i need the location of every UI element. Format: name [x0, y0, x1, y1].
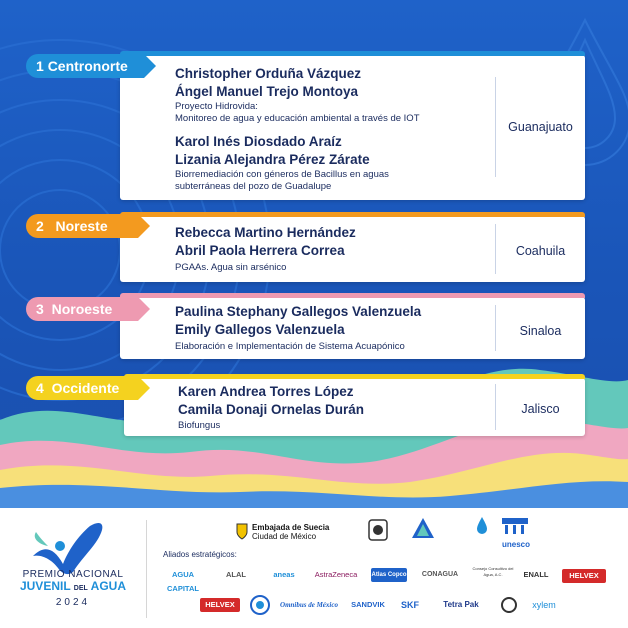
unam-crest-icon: [367, 518, 389, 542]
region-name: Centronorte: [47, 58, 128, 74]
tag-arrow: [144, 54, 156, 78]
partner-agua-capital: AGUA CAPITAL: [167, 570, 199, 593]
partner-helvex-1: HELVEX: [562, 569, 606, 583]
project-5-description: Biofungus: [178, 420, 221, 431]
state-label: Coahuila: [515, 244, 566, 258]
region-tag-occidente: [26, 376, 138, 400]
partner-omnibus: Omnibus de México: [280, 601, 338, 609]
sponsors-footer: [0, 508, 628, 628]
sweden-crest-icon: [235, 522, 249, 540]
partner-sandvik: SANDVIK: [351, 600, 385, 609]
volvo-icon: [500, 596, 518, 614]
region-card-centronorte: [120, 55, 585, 200]
partner-alal: ALAL: [226, 570, 246, 579]
partner-conagua: CONAGUA: [421, 571, 459, 578]
state-label: Guanajuato: [508, 120, 573, 134]
region-tag-noroeste: [26, 297, 138, 321]
unesco-label: unesco: [501, 540, 530, 549]
brand-line2c: AGUA: [90, 579, 127, 593]
brand-line2b: DEL: [73, 585, 88, 592]
unesco-temple-icon: [500, 516, 530, 538]
region-accent-bar: [120, 51, 585, 56]
partner-xylem: xylem: [532, 600, 556, 610]
project-4-team: Paulina Stephany Gallegos Valenzuela Emily Gallegos Valenzuela: [175, 304, 422, 337]
brand-line2a: JUVENIL: [19, 579, 71, 593]
region-number: 1: [36, 58, 44, 74]
region-number: 2: [36, 218, 44, 234]
region-name: Noreste: [55, 218, 108, 234]
region-name: Noroeste: [51, 301, 113, 317]
sdgs-wheel-icon: [250, 595, 270, 615]
brand-line1: PREMIO NACIONAL: [22, 569, 124, 580]
region-tag-centronorte: [26, 54, 144, 78]
region-accent-bar: [120, 293, 585, 298]
embassy-label: Embajada de Suecia Ciudad de México: [252, 523, 330, 541]
region-tag-noreste: [26, 214, 138, 238]
state-label: Sinaloa: [519, 324, 562, 338]
project-4-description: Elaboración e Implementación de Sistema Acuapónico: [175, 341, 405, 352]
region-card-noroeste: [120, 297, 585, 359]
project-3-description: PGAAs. Agua sin arsénico: [175, 262, 287, 273]
partner-consejo: Consejo Consultivo del Agua, A.C.: [472, 566, 514, 577]
partner-atlas-copco: Atlas Copco: [371, 568, 407, 582]
tag-arrow: [138, 214, 150, 238]
region-name: Occidente: [51, 380, 120, 396]
partner-tetra-pak: Tetra Pak: [443, 600, 479, 609]
partner-enall: ENALL: [523, 570, 549, 579]
region-card-noreste: [120, 216, 585, 282]
state-label: Jalisco: [521, 402, 560, 416]
unesco-drop-icon: [475, 516, 489, 536]
partner-astrazeneca: AstraZeneca: [314, 570, 358, 579]
project-1-description: Proyecto Hidrovida: Monitoreo de agua y educación ambiental a través de IOT: [175, 101, 420, 124]
partner-aneas: aneas: [273, 570, 295, 579]
project-2-description: Biorremediación con géneros de Bacillus en aguas subterráneas del pozo de Guadalupe: [175, 169, 389, 192]
region-number: 4: [36, 380, 44, 396]
brand-title: [18, 570, 128, 607]
red-del-agua-icon: [410, 516, 436, 542]
project-1-team: Christopher Orduña Vázquez Ángel Manuel Trejo Montoya: [175, 66, 362, 99]
brand-year: 2024: [55, 597, 91, 608]
region-accent-bar: [120, 212, 585, 217]
project-2-team: Karol Inés Diosdado Araíz Lizania Alejandra Pérez Zárate: [175, 134, 370, 167]
project-5-team: Karen Andrea Torres López Camila Donaji Ornelas Durán: [178, 384, 365, 417]
tag-arrow: [138, 376, 150, 400]
allies-label: Aliados estratégicos:: [163, 550, 237, 559]
tag-arrow: [138, 297, 150, 321]
partner-helvex-2: HELVEX: [200, 598, 240, 612]
region-card-occidente: [124, 378, 585, 436]
project-3-team: Rebecca Martino Hernández Abril Paola Herrera Correa: [175, 225, 356, 258]
partner-skf: SKF: [401, 600, 419, 610]
region-number: 3: [36, 301, 44, 317]
region-accent-bar: [124, 374, 585, 379]
footer-divider: [146, 520, 147, 618]
